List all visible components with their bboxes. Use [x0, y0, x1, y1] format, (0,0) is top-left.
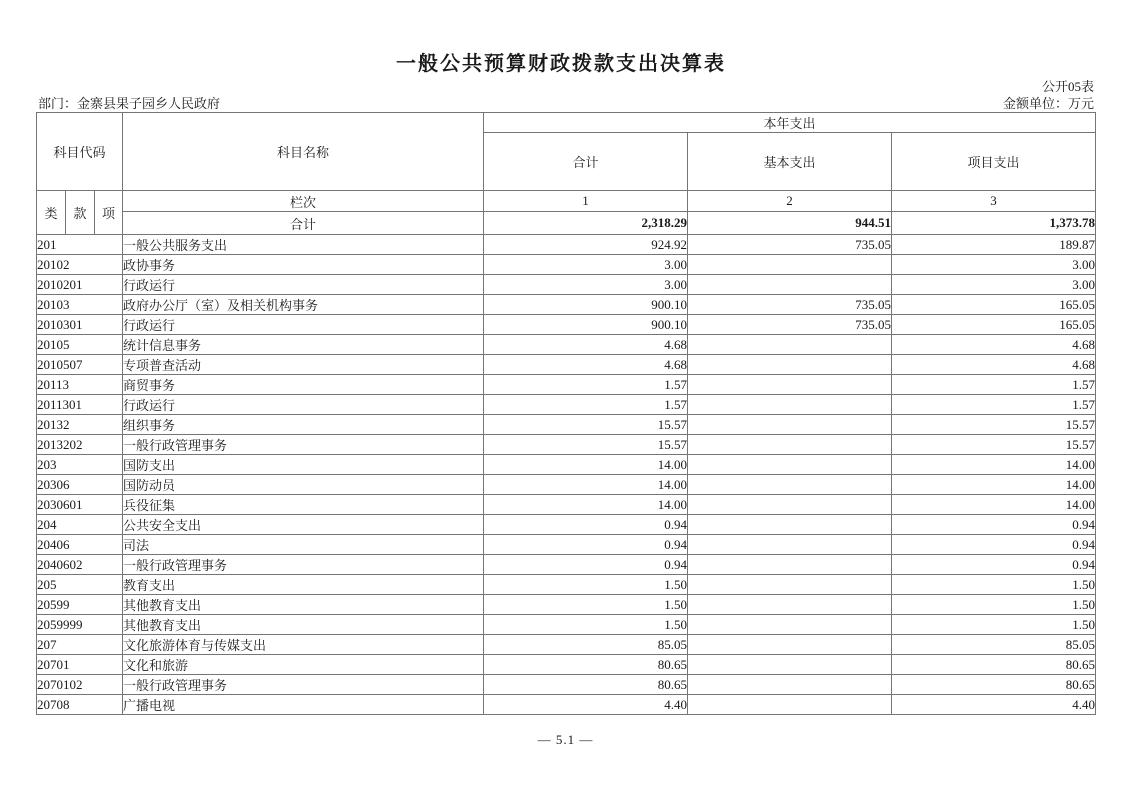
row-subject-name: 行政运行 — [123, 275, 484, 295]
row-subject-name: 政府办公厅（室）及相关机构事务 — [123, 295, 484, 315]
row-project-value: 14.00 — [892, 495, 1096, 515]
row-project-value: 1.50 — [892, 595, 1096, 615]
row-subject-code: 2010201 — [37, 275, 123, 295]
row-total-value: 80.65 — [484, 675, 688, 695]
row-total-value: 1.50 — [484, 595, 688, 615]
row-subject-name: 行政运行 — [123, 395, 484, 415]
table-row — [37, 555, 1096, 575]
row-total-value: 3.00 — [484, 275, 688, 295]
row-subject-code: 207 — [37, 635, 123, 655]
row-subject-code: 20102 — [37, 255, 123, 275]
row-subject-code: 2011301 — [37, 395, 123, 415]
header-sub-item: 项 — [95, 191, 123, 235]
table-row — [37, 295, 1096, 315]
grand-total-basic: 944.51 — [688, 212, 892, 235]
row-subject-name: 一般公共服务支出 — [123, 235, 484, 255]
table-row — [37, 395, 1096, 415]
row-subject-code: 2010507 — [37, 355, 123, 375]
row-total-value: 15.57 — [484, 415, 688, 435]
row-subject-code: 205 — [37, 575, 123, 595]
row-basic-value — [688, 675, 892, 695]
row-subject-name: 国防支出 — [123, 455, 484, 475]
row-project-value: 4.40 — [892, 695, 1096, 715]
row-subject-code: 2059999 — [37, 615, 123, 635]
table-row — [37, 315, 1096, 335]
header-col-num-2: 2 — [688, 191, 892, 212]
row-subject-name: 兵役征集 — [123, 495, 484, 515]
table-row — [37, 255, 1096, 275]
row-basic-value — [688, 275, 892, 295]
row-subject-name: 公共安全支出 — [123, 515, 484, 535]
row-total-value: 14.00 — [484, 495, 688, 515]
row-subject-name: 文化旅游体育与传媒支出 — [123, 635, 484, 655]
header-subject-name: 科目名称 — [123, 113, 484, 191]
row-total-value: 900.10 — [484, 315, 688, 335]
grand-total-total: 2,318.29 — [484, 212, 688, 235]
table-row — [37, 615, 1096, 635]
row-subject-code: 2010301 — [37, 315, 123, 335]
row-basic-value — [688, 635, 892, 655]
row-project-value: 3.00 — [892, 275, 1096, 295]
row-project-value: 0.94 — [892, 515, 1096, 535]
row-subject-code: 2030601 — [37, 495, 123, 515]
header-col-num-3: 3 — [892, 191, 1096, 212]
page-number: — 5.1 — — [537, 732, 594, 747]
row-total-value: 4.68 — [484, 355, 688, 375]
row-subject-code: 20708 — [37, 695, 123, 715]
row-project-value: 15.57 — [892, 435, 1096, 455]
row-project-value: 1.57 — [892, 375, 1096, 395]
row-total-value: 14.00 — [484, 455, 688, 475]
table-body — [37, 235, 1096, 715]
row-project-value: 0.94 — [892, 535, 1096, 555]
row-project-value: 4.68 — [892, 335, 1096, 355]
row-basic-value — [688, 355, 892, 375]
row-basic-value: 735.05 — [688, 315, 892, 335]
row-project-value: 80.65 — [892, 655, 1096, 675]
row-subject-name: 司法 — [123, 535, 484, 555]
row-project-value: 80.65 — [892, 675, 1096, 695]
row-basic-value — [688, 455, 892, 475]
row-total-value: 1.50 — [484, 615, 688, 635]
table-row — [37, 495, 1096, 515]
row-total-value: 0.94 — [484, 555, 688, 575]
row-subject-name: 一般行政管理事务 — [123, 435, 484, 455]
header-sub-section: 款 — [66, 191, 95, 235]
table-row — [37, 595, 1096, 615]
row-project-value: 4.68 — [892, 355, 1096, 375]
row-basic-value — [688, 395, 892, 415]
row-total-value: 1.57 — [484, 395, 688, 415]
row-subject-name: 其他教育支出 — [123, 595, 484, 615]
row-subject-name: 广播电视 — [123, 695, 484, 715]
row-total-value: 15.57 — [484, 435, 688, 455]
grand-total-project: 1,373.78 — [892, 212, 1096, 235]
row-subject-code: 2013202 — [37, 435, 123, 455]
row-total-value: 14.00 — [484, 475, 688, 495]
row-project-value: 1.50 — [892, 615, 1096, 635]
table-row — [37, 635, 1096, 655]
row-basic-value — [688, 435, 892, 455]
page-title: 一般公共预算财政拨款支出决算表 — [396, 53, 726, 75]
table-row — [37, 515, 1096, 535]
row-basic-value — [688, 255, 892, 275]
row-total-value: 4.68 — [484, 335, 688, 355]
row-subject-name: 文化和旅游 — [123, 655, 484, 675]
row-basic-value — [688, 375, 892, 395]
row-subject-name: 商贸事务 — [123, 375, 484, 395]
table-row — [37, 355, 1096, 375]
row-basic-value — [688, 415, 892, 435]
table-row — [37, 275, 1096, 295]
row-project-value: 15.57 — [892, 415, 1096, 435]
row-basic-value — [688, 555, 892, 575]
row-project-value: 165.05 — [892, 315, 1096, 335]
table-row — [37, 435, 1096, 455]
row-basic-value — [688, 695, 892, 715]
row-project-value: 85.05 — [892, 635, 1096, 655]
table-row — [37, 655, 1096, 675]
row-total-value: 1.50 — [484, 575, 688, 595]
row-subject-code: 20599 — [37, 595, 123, 615]
row-subject-code: 20306 — [37, 475, 123, 495]
grand-total-label: 合计 — [123, 212, 484, 235]
header-col-num-1: 1 — [484, 191, 688, 212]
row-project-value: 14.00 — [892, 455, 1096, 475]
row-basic-value: 735.05 — [688, 295, 892, 315]
amount-unit-label: 金额单位：万元 — [1002, 96, 1094, 111]
row-subject-name: 统计信息事务 — [123, 335, 484, 355]
row-total-value: 80.65 — [484, 655, 688, 675]
row-basic-value: 735.05 — [688, 235, 892, 255]
row-subject-name: 政协事务 — [123, 255, 484, 275]
row-project-value: 1.57 — [892, 395, 1096, 415]
table-row — [37, 535, 1096, 555]
row-total-value: 4.40 — [484, 695, 688, 715]
row-basic-value — [688, 575, 892, 595]
table-row — [37, 455, 1096, 475]
row-subject-code: 20701 — [37, 655, 123, 675]
header-row-index — [37, 191, 1096, 212]
row-subject-code: 2070102 — [37, 675, 123, 695]
header-row-index-label: 栏次 — [123, 191, 484, 212]
table-row — [37, 375, 1096, 395]
row-total-value: 3.00 — [484, 255, 688, 275]
header-row-group — [37, 113, 1096, 133]
row-basic-value — [688, 515, 892, 535]
row-subject-code: 20113 — [37, 375, 123, 395]
row-total-value: 0.94 — [484, 515, 688, 535]
table-row — [37, 475, 1096, 495]
row-total-value: 1.57 — [484, 375, 688, 395]
row-subject-code: 20406 — [37, 535, 123, 555]
row-subject-code: 20105 — [37, 335, 123, 355]
grand-total-row — [37, 212, 1096, 235]
row-total-value: 900.10 — [484, 295, 688, 315]
row-total-value: 85.05 — [484, 635, 688, 655]
header-col-total: 合计 — [484, 133, 688, 191]
row-project-value: 189.87 — [892, 235, 1096, 255]
row-project-value: 14.00 — [892, 475, 1096, 495]
row-subject-name: 一般行政管理事务 — [123, 555, 484, 575]
row-subject-code: 20103 — [37, 295, 123, 315]
header-subject-code: 科目代码 — [37, 113, 123, 191]
table-row — [37, 415, 1096, 435]
row-basic-value — [688, 475, 892, 495]
row-basic-value — [688, 335, 892, 355]
row-subject-code: 20132 — [37, 415, 123, 435]
table-row — [37, 335, 1096, 355]
table-row — [37, 575, 1096, 595]
row-basic-value — [688, 535, 892, 555]
row-basic-value — [688, 595, 892, 615]
table-head-section — [37, 113, 1096, 235]
row-subject-name: 组织事务 — [123, 415, 484, 435]
row-project-value: 1.50 — [892, 575, 1096, 595]
row-subject-name: 专项普查活动 — [123, 355, 484, 375]
row-subject-name: 教育支出 — [123, 575, 484, 595]
row-project-value: 165.05 — [892, 295, 1096, 315]
row-project-value: 0.94 — [892, 555, 1096, 575]
header-col-basic: 基本支出 — [688, 133, 892, 191]
row-subject-code: 204 — [37, 515, 123, 535]
row-subject-name: 其他教育支出 — [123, 615, 484, 635]
row-subject-name: 一般行政管理事务 — [123, 675, 484, 695]
row-subject-code: 203 — [37, 455, 123, 475]
expenditure-table — [36, 112, 1096, 715]
header-sub-class: 类 — [37, 191, 66, 235]
row-subject-code: 201 — [37, 235, 123, 255]
row-subject-name: 国防动员 — [123, 475, 484, 495]
row-project-value: 3.00 — [892, 255, 1096, 275]
header-current-year-group: 本年支出 — [484, 113, 1096, 133]
row-basic-value — [688, 615, 892, 635]
row-total-value: 0.94 — [484, 535, 688, 555]
table-code-label: 公开05表 — [1041, 79, 1094, 94]
row-subject-name: 行政运行 — [123, 315, 484, 335]
row-basic-value — [688, 655, 892, 675]
header-col-project: 项目支出 — [892, 133, 1096, 191]
table-row — [37, 235, 1096, 255]
table-row — [37, 675, 1096, 695]
department-label: 部门：金寨县果子园乡人民政府 — [38, 96, 221, 111]
row-basic-value — [688, 495, 892, 515]
table-row — [37, 695, 1096, 715]
row-total-value: 924.92 — [484, 235, 688, 255]
row-subject-code: 2040602 — [37, 555, 123, 575]
